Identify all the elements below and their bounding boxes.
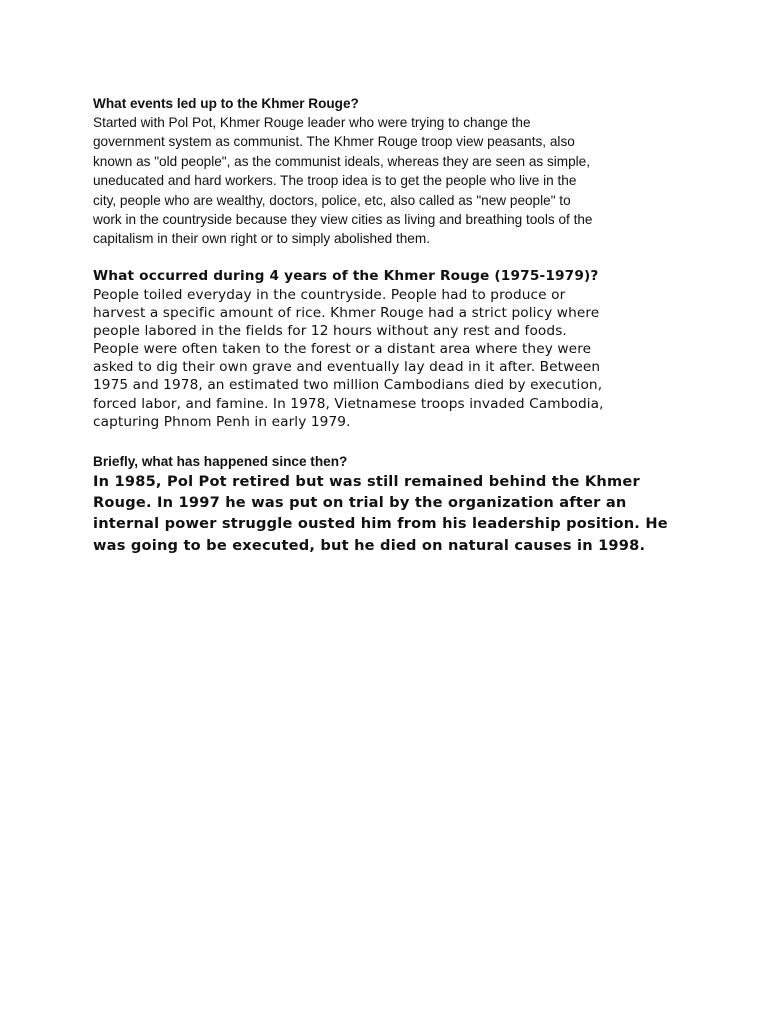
section-events-leading-up: [93, 94, 673, 249]
section-heading: Briefly, what has happened since then?: [93, 454, 348, 469]
section-body: Started with Pol Pot, Khmer Rouge leader who were trying to change the government system as communist. The Khmer Rouge troop view peasants, also known as "old people", as the communist ideals, whereas they are seen as simple, uneducated and hard workers. The troop idea is to get the people who live in the city, people who are wealthy, doctors, police, etc, also called as "new people" to work in the countryside because they view cities as living and breathing tools of the capitalism in their own right or to simply abolished them.: [93, 115, 593, 247]
section-four-years: [93, 267, 673, 431]
section-heading: What events led up to the Khmer Rouge?: [93, 96, 359, 111]
section-body: In 1985, Pol Pot retired but was still remained behind the Khmer Rouge. In 1997 he was put on trial by the organization after an internal power struggle ousted him from his leadership position. He was going to be executed, but he died on natural causes in 1998.: [93, 473, 668, 554]
section-since-then: [93, 452, 673, 556]
section-heading: What occurred during 4 years of the Khmer Rouge (1975-1979)?: [93, 268, 599, 284]
section-body: People toiled everyday in the countryside. People had to produce or harvest a specific amount of rice. Khmer Rouge had a strict policy where people labored in the fields for 12 hours without any rest and foods. People were often taken to the forest or a distant area where they were asked to dig their own grave and eventually lay dead in it after. Between 1975 and 1978, an estimated two million Cambodians died by execution, forced labor, and famine. In 1978, Vietnamese troops invaded Cambodia, capturing Phnom Penh in early 1979.: [93, 287, 604, 430]
